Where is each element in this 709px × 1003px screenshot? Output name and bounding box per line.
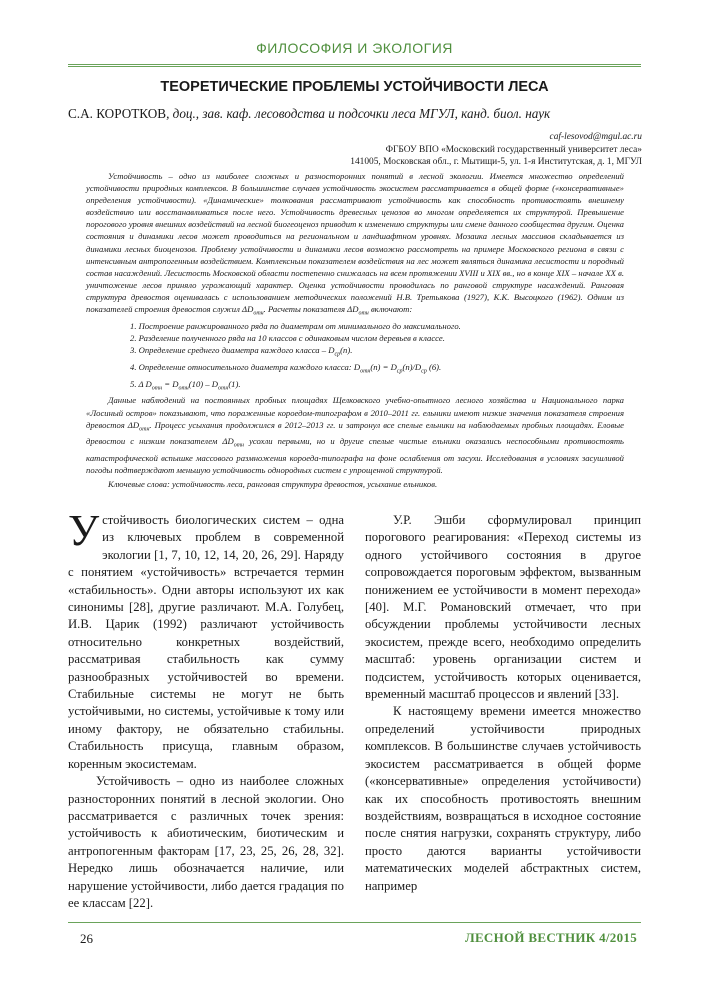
abstract-text: усохли первыми, но и другие спелые чистые ельники оказались неспособными противостоять катастрофической вспышке массового размножения короеда-типографа на фоне ослабления от засухи. Исследования в условиях засушливой погоды подтверждают меньшую устойчивость однородных систем с упрощенной структурой. — [86, 436, 624, 476]
subscript: отн — [360, 368, 371, 375]
method-steps — [86, 320, 624, 395]
subscript: ср — [334, 351, 341, 358]
method-step-2: 2. Разделение полученного ряда на 10 классов с одинаковым числом деревьев в классе. — [130, 332, 445, 343]
subscript: отн — [233, 443, 245, 450]
step-text: (1). — [228, 378, 241, 389]
body-paragraph: Устойчивость – одно из наиболее сложных разносторонних понятий в лесной экологии. Оно рассматривается с различных точек зрения: устойчивость к абиотическим, биотическим и антропогенным факторам [17, 23, 25, 26, 28, 32]. Нередко лишь обозначается наличие, или нарушение устойчивости, либо дается градация по ее классам [22]. — [68, 774, 344, 910]
subscript: отн — [178, 385, 189, 392]
article-title: ТЕОРЕТИЧЕСКИЕ ПРОБЛЕМЫ УСТОЙЧИВОСТИ ЛЕСА — [160, 79, 549, 95]
step-text: (6). — [426, 361, 442, 372]
step-text: 4. Определение относительного диаметра каждого класса: D — [130, 361, 361, 372]
contact-block — [350, 131, 642, 169]
author-line — [68, 106, 550, 122]
abstract-text: Устойчивость – одно из наиболее сложных и разносторонних понятий в лесной экологии. Имеется множество определений устойчивости природных комплексов. В большинстве случаев устойчивость экосистем рассматривается в общей форме («консервативные» определения устойчивости). «Динамические» толкования рассматривают устойчивость как способность противостоять внешнему воздействию или восстанавливаться после него. Устойчивость древесных ценозов во многом определяется их структурой. Превышение порогового уровня внешних воздействий на лесной биогеоценоз приводит к изменению структуры или смене данного сообщества другим. Оценка состояния и динамики лесов может проводиться на региональном и ландшафтном уровнях. Мозаика лесных массивов складывается из динамики лесных биоценозов. Проблему устойчивости и динамики лесов возможно рассмотреть на примере Московского региона в связи с интенсивным антропогенным воздействием. Комплексным показателем воздействия на лес может являться динамика лесистости и породный состав насаждений. Лесистость Московской области постепенно снижалась на всем протяжении XVIII и XIX вв., но в конце XIX – начале XX в. уничтожение лесов приняло угрожающий характер. Оценка устойчивости проводилась по ранговой структуре насаждений. Ранговая структура древостоя оценивалась с использованием методических положений Н.В. Третьякова (1927), К.К. Высоцкого (1962). Одним из показателей строения древостоя служил ΔD — [86, 171, 624, 315]
subscript: отн — [218, 385, 229, 392]
body-column-right — [365, 512, 641, 895]
drop-cap: У — [68, 506, 100, 555]
abstract — [86, 170, 624, 491]
organization: ФГБОУ ВПО «Московский государственный университет леса» — [385, 144, 642, 155]
subscript: отн — [253, 310, 264, 317]
author-name: С.А. КОРОТКОВ — [68, 106, 167, 121]
section-header: ФИЛОСОФИЯ И ЭКОЛОГИЯ — [256, 40, 453, 56]
step-text: 3. Определение среднего диаметра каждого класса – D — [130, 345, 335, 356]
subscript: отн — [139, 426, 150, 433]
step-text: = D — [162, 378, 179, 389]
method-step-3 — [86, 344, 624, 361]
step-text: (n)/D — [402, 361, 422, 372]
step-text: (n) = D — [370, 361, 397, 372]
subscript: отн — [151, 385, 163, 392]
subscript: ср — [421, 368, 427, 375]
body-paragraph — [68, 506, 344, 773]
address: 141005, Московская обл., г. Мытищи-5, ул. 1-я Институтская, д. 1, МГУЛ — [350, 157, 642, 167]
body-paragraph: У.Р. Эшби сформулировал принцип порогового реагирования: «Переход системы из одного устойчивого состояния в другое сопровождается пороговым эффектом, вызванным понижением ее устойчивости в момент перехода» [40]. М.Г. Романовский отмечает, что при обсуждении проблемы устойчивости лесных экосистем, прежде всего, необходимо определить масштаб: уровень организации систем и подсистем, устойчивость которых оценивается, временный масштаб процессов и явлений [33]. — [365, 513, 641, 702]
author-email[interactable]: caf-lesovod@mgul.ac.ru — [549, 132, 642, 142]
abstract-text: . Процесс усыхания продолжился в 2012–2013 гг. и затронул все спелые ельники на наблюдаемых пробных площадях. Еловые древостои с низким показателем ΔD — [86, 419, 624, 447]
step-text: 5. Δ D — [130, 378, 152, 389]
step-text: (10) – D — [188, 378, 218, 389]
body-column-left — [68, 506, 344, 912]
body-text: стойчивость биологических систем – одна из ключевых проблем в современной экологии [1, 7, 10, 12, 14, 20, 26, 29]. Наряду с понятием «устойчивость» встречается термин «стабильность». Одни авторы используют их как синонимы [28], другие различают. М.А. Голубец, И.В. Царик (1992) различают устойчивость относительно конкретных воздействий, рассматривая стабильность как сумму разнообразных устойчивостей во времени. Стабильные системы не могут не быть устойчивыми, но системы, устойчивые к тому или иному фактору, не обязательно стабильны. Стабильность присуща, главным образом, коренным экосистемам. — [68, 513, 344, 771]
header-rule-bottom — [68, 66, 641, 67]
page-number: 26 — [80, 931, 93, 946]
subscript: отн — [358, 310, 369, 317]
footer-rule — [68, 922, 641, 923]
step-text: (n). — [340, 345, 353, 356]
subscript: ср — [396, 368, 403, 375]
abstract-paragraph-2 — [86, 394, 624, 476]
author-affiliation: , доц., зав. каф. лесоводства и подсочки леса МГУЛ, канд. биол. наук — [166, 106, 551, 121]
method-step-5 — [86, 378, 624, 395]
keywords: Ключевые слова: устойчивость леса, ранговая структура древостоя, усыхание ельников. — [108, 479, 438, 490]
abstract-text: включают: — [368, 304, 413, 315]
abstract-text: Данные наблюдений на постоянных пробных площадях Щелковского учебно-опытного лесного хозяйства и Национального парка «Лосиный остров» показывают, что пораженные короедом-типографом в 2010–2011 гг. ельники имеют низкие значения показателя строения древостоя ΔD — [86, 395, 624, 430]
abstract-text: . Расчеты показателя ΔD — [263, 304, 359, 315]
abstract-paragraph-1 — [86, 170, 624, 320]
method-step-4 — [86, 361, 624, 378]
header-rule-top — [68, 64, 641, 65]
journal-name: ЛЕСНОЙ ВЕСТНИК 4/2015 — [464, 930, 637, 945]
body-paragraph: К настоящему времени имеется множество определений устойчивости природных комплексов. В большинстве случаев устойчивость экосистем рассматривается в общей форме («консервативные» определения устойчивости) как их способность противостоять внешним воздействиям, возвращаться в исходное состояние после снятия нагрузки, сохранять структуру, либо просто даются варианты устойчивости математических моделей абстрактных систем, например — [365, 704, 641, 893]
method-step-1: 1. Построение ранжированного ряда по диаметрам от минимального до максимального. — [130, 320, 461, 331]
